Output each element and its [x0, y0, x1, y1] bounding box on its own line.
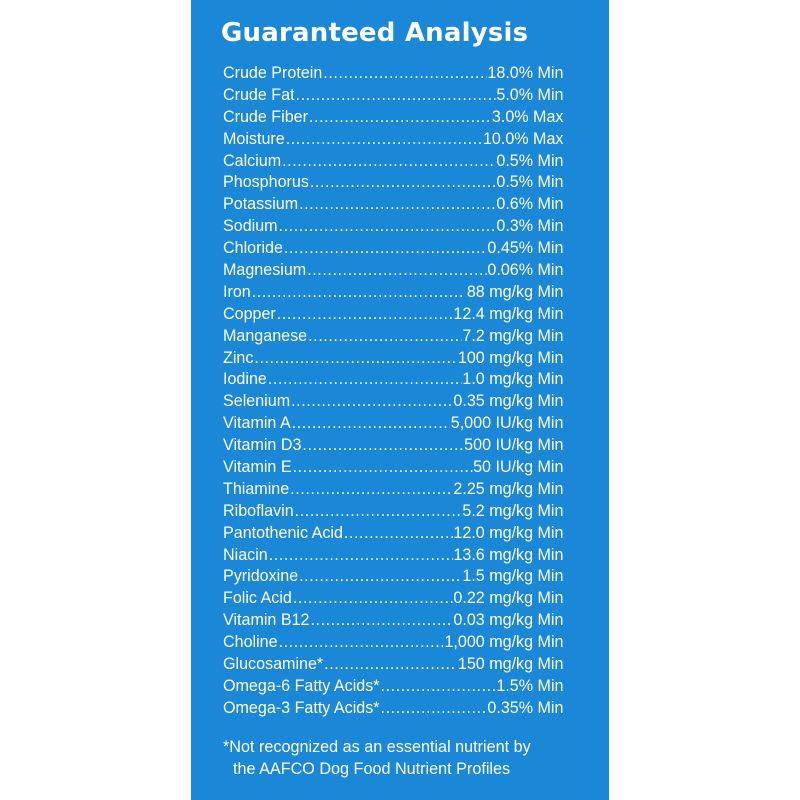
nutrient-value: 5,000 IU/kg Min — [450, 413, 564, 433]
dot-leader — [299, 565, 461, 587]
dot-leader — [277, 303, 453, 325]
nutrient-name: Copper — [223, 303, 276, 323]
analysis-row — [223, 609, 563, 631]
nutrient-value: 12.4 mg/kg Min — [453, 303, 564, 323]
dot-leader — [290, 478, 452, 500]
analysis-row — [223, 128, 563, 150]
dot-leader — [252, 281, 466, 303]
nutrient-name: Manganese — [223, 325, 308, 345]
nutrient-value: 10.0% Max — [482, 128, 564, 148]
nutrient-name: Potassium — [223, 194, 299, 214]
nutrient-value: 1.5 mg/kg Min — [462, 566, 564, 586]
nutrient-name: Crude Fiber — [223, 106, 308, 126]
analysis-row — [223, 544, 563, 566]
nutrient-name: Omega-3 Fatty Acids* — [223, 697, 380, 717]
nutrient-name: Magnesium — [223, 260, 307, 280]
nutrient-name: Zinc — [223, 347, 254, 367]
analysis-row — [223, 587, 563, 609]
nutrient-name: Phosphorus — [223, 172, 309, 192]
analysis-row — [223, 653, 563, 675]
analysis-row — [223, 368, 563, 390]
nutrient-value: 13.6 mg/kg Min — [453, 544, 564, 564]
analysis-row — [223, 565, 563, 587]
dot-leader — [381, 697, 487, 719]
nutrient-value: 0.35% Min — [487, 697, 564, 717]
analysis-row — [223, 631, 563, 653]
nutrient-name: Riboflavin — [223, 500, 294, 520]
dot-leader — [279, 631, 444, 653]
nutrient-name: Glucosamine* — [223, 654, 324, 674]
nutrient-value: 5.2 mg/kg Min — [462, 500, 564, 520]
dot-leader — [310, 171, 496, 193]
nutrient-value: 18.0% Min — [487, 63, 564, 82]
dot-leader — [296, 84, 496, 106]
nutrient-value: 0.22 mg/kg Min — [453, 588, 564, 608]
nutrient-name: Moisture — [223, 128, 285, 148]
nutrient-name: Pantothenic Acid — [223, 522, 343, 542]
nutrient-value: 50 IU/kg Min — [473, 457, 564, 477]
dot-leader — [293, 587, 453, 609]
nutrient-name: Calcium — [223, 150, 282, 170]
analysis-row — [223, 281, 563, 303]
panel-title: Guaranteed Analysis — [221, 18, 529, 48]
analysis-row — [223, 412, 563, 434]
analysis-row — [223, 150, 563, 172]
analysis-row — [223, 347, 563, 369]
nutrient-value: 500 IU/kg Min — [464, 435, 564, 455]
analysis-row — [223, 215, 563, 237]
dot-leader — [299, 193, 495, 215]
nutrient-value: 0.03 mg/kg Min — [453, 610, 564, 630]
dot-leader — [307, 259, 486, 281]
analysis-row — [223, 390, 563, 412]
nutrient-name: Crude Fat — [223, 84, 295, 104]
nutrient-name: Vitamin A — [223, 413, 291, 433]
nutrient-value: 0.35 mg/kg Min — [453, 391, 564, 411]
nutrient-value: 0.45% Min — [487, 238, 564, 258]
footnote-line-2: the AAFCO Dog Food Nutrient Profiles — [233, 760, 511, 778]
nutrient-value: 0.06% Min — [487, 260, 564, 280]
nutrient-name: Niacin — [223, 544, 268, 564]
nutrient-value: 100 mg/kg Min — [457, 347, 564, 367]
dot-leader — [268, 368, 462, 390]
nutrient-name: Crude Protein — [223, 63, 323, 82]
analysis-row — [223, 478, 563, 500]
nutrient-name: Vitamin D3 — [223, 435, 302, 455]
dot-leader — [323, 62, 486, 84]
dot-leader — [309, 106, 491, 128]
dot-leader — [286, 128, 482, 150]
nutrient-name: Chloride — [223, 238, 283, 258]
nutrient-value: 1.0 mg/kg Min — [462, 369, 564, 389]
analysis-row — [223, 259, 563, 281]
nutrient-name: Selenium — [223, 391, 291, 411]
nutrient-value: 12.0 mg/kg Min — [453, 522, 564, 542]
nutrient-name: Omega-6 Fatty Acids* — [223, 675, 380, 695]
dot-leader — [302, 434, 463, 456]
dot-leader — [344, 522, 453, 544]
dot-leader — [308, 325, 461, 347]
dot-leader — [292, 412, 450, 434]
nutrient-value: 2.25 mg/kg Min — [453, 478, 564, 498]
nutrient-value: 1,000 mg/kg Min — [444, 632, 564, 652]
analysis-row — [223, 62, 563, 84]
analysis-row — [223, 675, 563, 697]
nutrient-value: 150 mg/kg Min — [457, 654, 564, 674]
analysis-row — [223, 434, 563, 456]
dot-leader — [381, 675, 496, 697]
nutrient-value: 7.2 mg/kg Min — [462, 325, 564, 345]
nutrient-name: Iodine — [223, 369, 267, 389]
footnote-line-1: *Not recognized as an essential nutrient by — [223, 738, 531, 756]
analysis-row — [223, 456, 563, 478]
analysis-row — [223, 193, 563, 215]
dot-leader — [310, 609, 452, 631]
analysis-row — [223, 237, 563, 259]
nutrient-value: 1.5% Min — [496, 675, 564, 695]
guaranteed-analysis-panel — [191, 0, 609, 800]
nutrient-value: 0.6% Min — [496, 194, 564, 214]
analysis-row — [223, 500, 563, 522]
dot-leader — [254, 347, 457, 369]
nutrient-name: Vitamin B12 — [223, 610, 310, 630]
analysis-row — [223, 84, 563, 106]
nutrient-name: Choline — [223, 632, 278, 652]
nutrient-name: Folic Acid — [223, 588, 292, 608]
dot-leader — [291, 390, 452, 412]
dot-leader — [279, 215, 496, 237]
analysis-row — [223, 171, 563, 193]
footnote — [223, 736, 593, 780]
nutrient-name: Sodium — [223, 216, 278, 236]
nutrient-value: 3.0% Max — [491, 106, 564, 126]
dot-leader — [295, 500, 462, 522]
nutrient-name: Thiamine — [223, 478, 290, 498]
nutrient-value: 0.3% Min — [496, 216, 564, 236]
nutrient-value: 0.5% Min — [496, 172, 564, 192]
nutrient-name: Pyridoxine — [223, 566, 299, 586]
dot-leader — [282, 150, 495, 172]
analysis-row — [223, 522, 563, 544]
nutrient-value: 0.5% Min — [496, 150, 564, 170]
dot-leader — [324, 653, 457, 675]
nutrient-name: Vitamin E — [223, 457, 292, 477]
nutrient-value: 88 mg/kg Min — [466, 281, 564, 301]
analysis-row — [223, 303, 563, 325]
analysis-row — [223, 106, 563, 128]
dot-leader — [269, 544, 453, 566]
analysis-list — [223, 62, 574, 719]
analysis-row — [223, 325, 563, 347]
analysis-row — [223, 697, 563, 719]
nutrient-value: 5.0% Min — [496, 84, 564, 104]
dot-leader — [284, 237, 487, 259]
dot-leader — [293, 456, 473, 478]
nutrient-name: Iron — [223, 281, 251, 301]
